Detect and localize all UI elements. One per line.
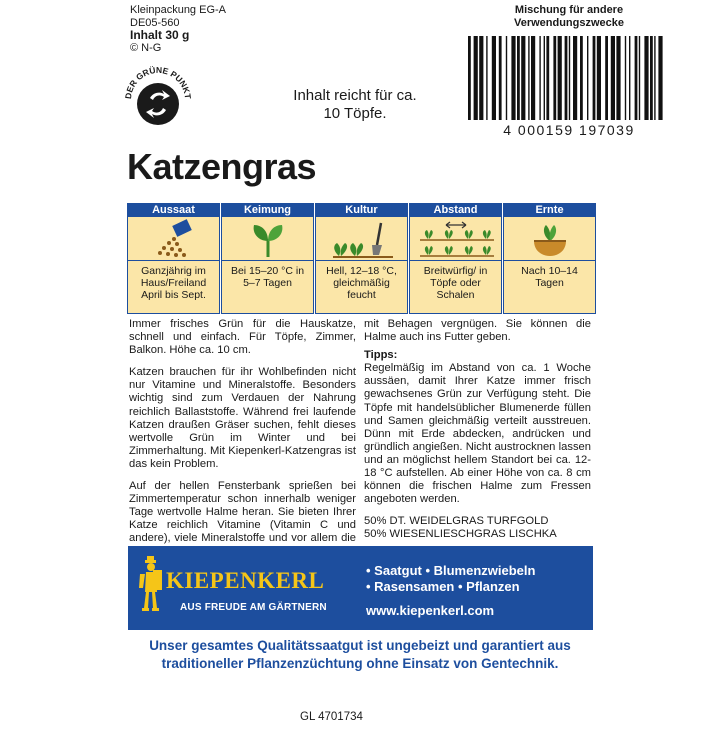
harvest-bowl-icon — [504, 217, 595, 260]
info-box-heading: Kultur — [316, 204, 407, 217]
growth-paragraph-continued: mit Behagen vergnügen. Sie können die Halme auch ins Futter geben. — [364, 318, 591, 344]
barcode-bar — [486, 36, 487, 120]
barcode-bar — [658, 36, 662, 120]
quality-note — [120, 637, 600, 673]
info-box-text: Hell, 12–18 °C, gleichmäßig feucht — [316, 260, 407, 301]
barcode-bar — [635, 36, 638, 120]
product-range-line-2: • Rasensamen • Pflanzen — [366, 579, 520, 594]
growth-paragraph: Auf der hellen Fensterbank sprießen bei Zimmertemperatur schon innerhalb weniger Tage wertvolle Halme heran. Sie bieten Ihrer Katze reichlich Vitamine (Vitamin C und andere), viele Mineralstoffe und vor allem die — [129, 480, 356, 545]
body-column-right — [364, 318, 591, 542]
meta-copyright: © N-G — [130, 41, 162, 54]
spacing-rows-icon — [410, 217, 501, 260]
info-box-text: Nach 10–14 Tagen — [504, 260, 595, 289]
tips-heading: Tipps: — [364, 349, 398, 362]
brand-slogan: AUS FREUDE AM GÄRTNERN — [180, 602, 327, 613]
barcode-bar — [593, 36, 596, 120]
benefit-paragraph: Katzen brauchen für ihr Wohlbefinden nicht nur Vitamine und Mineralstoffe. Besonders wichtig sind zum Verdauen der Nahrung reichlich Ballaststoffe. Während frei laufende Katzen draußen Gräser suchen, fehlt dieses wertvolle Grün im Winter und bei Zimmerhaltung. Mit Kiepenkerl-Katzengras ist das kein Problem. — [129, 366, 356, 470]
barcode-bar — [605, 36, 608, 120]
barcode-bar — [644, 36, 648, 120]
package-meta — [130, 4, 226, 54]
brand-name: KIEPENKERL — [166, 568, 325, 593]
barcode-bar — [511, 36, 515, 120]
barcode-bar — [539, 36, 540, 120]
info-box-ernte — [503, 203, 596, 314]
meta-line-2: DE05-560 — [130, 16, 180, 29]
mixture-line-1: 50% DT. WEIDELGRAS TURFGOLD — [364, 515, 549, 528]
svg-text:DER GRÜNE PUNKT: DER GRÜNE PUNKT — [122, 64, 194, 100]
content-hint: Inhalt reicht für ca. 10 Töpfe. — [293, 87, 417, 122]
barcode-bar — [654, 36, 655, 120]
seed-packet-icon — [128, 217, 219, 260]
info-box-kultur — [315, 203, 408, 314]
barcode-bar — [506, 36, 507, 120]
meta-content-weight: Inhalt 30 g — [130, 28, 190, 42]
barcode-bar — [580, 36, 583, 120]
info-box-heading: Abstand — [410, 204, 501, 217]
info-box-text: Ganzjährig im Haus/Freiland April bis Sept. — [128, 260, 219, 301]
barcode-bar — [650, 36, 653, 120]
barcode-bar — [616, 36, 620, 120]
product-title: Katzengras — [127, 146, 317, 187]
body-column-left — [129, 318, 356, 581]
barcode-bar — [499, 36, 502, 120]
info-box-text: Bei 15–20 °C in 5–7 Tagen — [222, 260, 313, 289]
ean-barcode — [458, 36, 680, 128]
seedlings-shovel-icon — [316, 217, 407, 260]
barcode-bar — [569, 36, 570, 120]
product-range — [366, 563, 535, 595]
meta-line-1: Kleinpackung EG-A — [130, 4, 226, 16]
intro-paragraph: Immer frisches Grün für die Hauskatze, schnell und einfach. Für Töpfe, Zimmer, Balkon. Höhe ca. 10 cm. — [129, 318, 356, 357]
barcode-bar — [625, 36, 626, 120]
info-box-abstand — [409, 203, 502, 314]
barcode-bar — [629, 36, 630, 120]
ean-digits: 4 000159 197039 — [503, 122, 635, 138]
barcode-bar — [492, 36, 496, 120]
info-box-keimung — [221, 203, 314, 314]
barcode-bar — [474, 36, 478, 120]
sprout-icon — [222, 217, 313, 260]
gruener-punkt-logo — [120, 60, 196, 136]
barcode-bar — [544, 36, 545, 120]
info-box-heading: Ernte — [504, 204, 595, 217]
barcode-bar — [611, 36, 615, 120]
info-box-aussaat — [127, 203, 220, 314]
quality-note-line-2: traditioneller Pflanzenzüchtung ohne Einsatz von Gentechnik. — [161, 656, 559, 671]
barcode-bar — [597, 36, 601, 120]
gl-code: GL 4701734 — [300, 711, 363, 723]
barcode-bar — [531, 36, 535, 120]
barcode-bar — [546, 36, 549, 120]
barcode-bar — [528, 36, 529, 120]
barcode-bar — [521, 36, 525, 120]
quality-note-line-1: Unser gesamtes Qualitätssaatgut ist ungebeizt und garantiert aus — [149, 638, 571, 653]
barcode-bar — [565, 36, 568, 120]
barcode-bar — [639, 36, 640, 120]
mix-note-line-2: Verwendungszwecke — [513, 17, 625, 29]
info-box-heading: Aussaat — [128, 204, 219, 217]
mixture-line-2: 50% WIESENLIESCHGRAS LISCHKA — [364, 528, 557, 541]
barcode-bar — [553, 36, 556, 120]
barcode-bar — [558, 36, 562, 120]
mix-note-line-1: Mischung für andere — [514, 4, 624, 16]
barcode-bar — [479, 36, 483, 120]
info-box-heading: Keimung — [222, 204, 313, 217]
mix-note — [458, 4, 680, 30]
barcode-bar — [468, 36, 471, 120]
barcode-bar — [573, 36, 577, 120]
barcode-bar — [587, 36, 588, 120]
website-link[interactable]: www.kiepenkerl.com — [366, 603, 495, 618]
info-box-text: Breitwürfig/ in Töpfe oder Schalen — [410, 260, 501, 301]
tips-paragraph: Regelmäßig im Abstand von ca. 1 Woche aussäen, damit Ihrer Katze immer frisch gewachsenes Grün zur Verfügung steht. Die Töpfe mit handelsüblicher Blumenerde füllen und Samen gleichmäßig verteilt ausstreuen. Dünn mit Erde abdecken, andrücken und gründlich angießen. Nicht austrocknen lassen und an möglichst hellem Standort bei ca. 12-18 °C aufstellen. Ab einer Höhe von ca. 8 cm können die frischen Halme zum Fressen angeboten werden. — [364, 362, 591, 506]
product-range-line-1: • Saatgut • Blumenzwiebeln — [366, 563, 536, 578]
barcode-bar — [517, 36, 520, 120]
kiepenkerl-figure-icon — [137, 556, 167, 618]
